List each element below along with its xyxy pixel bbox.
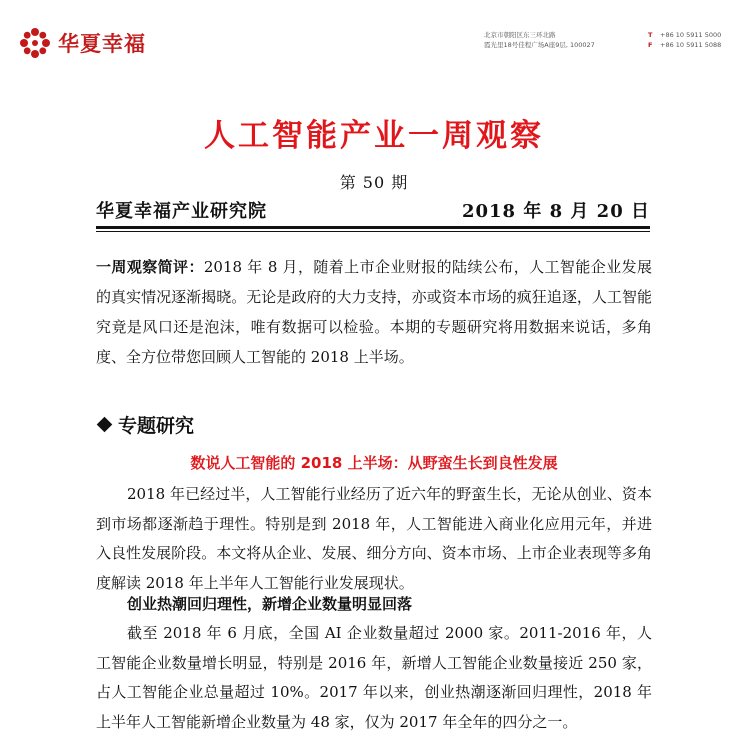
header-rule-thin [96, 231, 650, 232]
header-rule-thick [96, 226, 650, 229]
issue-number: 第 50 期 [339, 173, 409, 192]
summary-lead: 一周观察简评： [96, 258, 204, 276]
article-subheading: 创业热潮回归理性，新增企业数量明显回落 [127, 595, 413, 613]
article-paragraph-1: 2018 年已经过半，人工智能行业经历了近六年的野蛮生长，无论从创业、资本到市场都逐渐趋于理性。特别是到 2018 年，人工智能进入商业化应用元年，并进入良性发展阶段。本文将从企业、发展、细分方向、资本市场、上市企业表现等多角度解读 2018 年上半年人工智能行业发展现状。 [96, 485, 652, 592]
report-title: 人工智能产业一周观察 [204, 118, 544, 154]
fax-label: F [648, 41, 653, 49]
company-contact [648, 30, 721, 50]
article-title: 数说人工智能的 2018 上半场：从野蛮生长到良性发展 [190, 454, 558, 472]
section-heading [96, 411, 194, 438]
section-title: 专题研究 [118, 415, 195, 437]
letterhead [0, 0, 748, 70]
address-line-1: 北京市朝阳区东三环北路 [484, 31, 556, 39]
publish-date: 2018 年 8 月 20 日 [461, 201, 650, 222]
logo-wordmark: 华夏幸福 [58, 32, 146, 56]
diamond-bullet-icon [97, 417, 113, 433]
summary-text: 2018 年 8 月，随着上市企业财报的陆续公布，人工智能企业发展的真实情况逐渐揭晓。无论是政府的大力支持，亦或资本市场的疯狂追逐，人工智能究竟是风口还是泡沫，唯有数据可以检验。本期的专题研究将用数据来说话，多角度、全方位带您回顾人工智能的 2018 上半场。 [96, 258, 652, 366]
fax-number: +86 10 5911 5088 [660, 41, 722, 49]
company-address [484, 30, 595, 50]
fax-row [648, 40, 721, 50]
company-logo [18, 26, 146, 60]
phone-row [648, 30, 721, 40]
publisher-name: 华夏幸福产业研究院 [96, 201, 267, 222]
phone-number: +86 10 5911 5000 [660, 31, 722, 39]
flower-logo-icon [18, 26, 52, 60]
address-line-2: 霞光里18号佳程广场A座9层, 100027 [484, 41, 595, 49]
weekly-summary [96, 252, 652, 372]
phone-label: T [648, 31, 653, 39]
article-paragraph-2: 截至 2018 年 6 月底，全国 AI 企业数量超过 2000 家。2011-2016 年，人工智能企业数量增长明显，特别是 2016 年，新增人工智能企业数量接近 250 家，占人工智能企业总量超过 10%。2017 年以来，创业热潮逐渐回归理性，2018 年上半年人工智能新增企业数量为 48 家，仅为 2017 年全年的四分之一。 [96, 624, 652, 731]
